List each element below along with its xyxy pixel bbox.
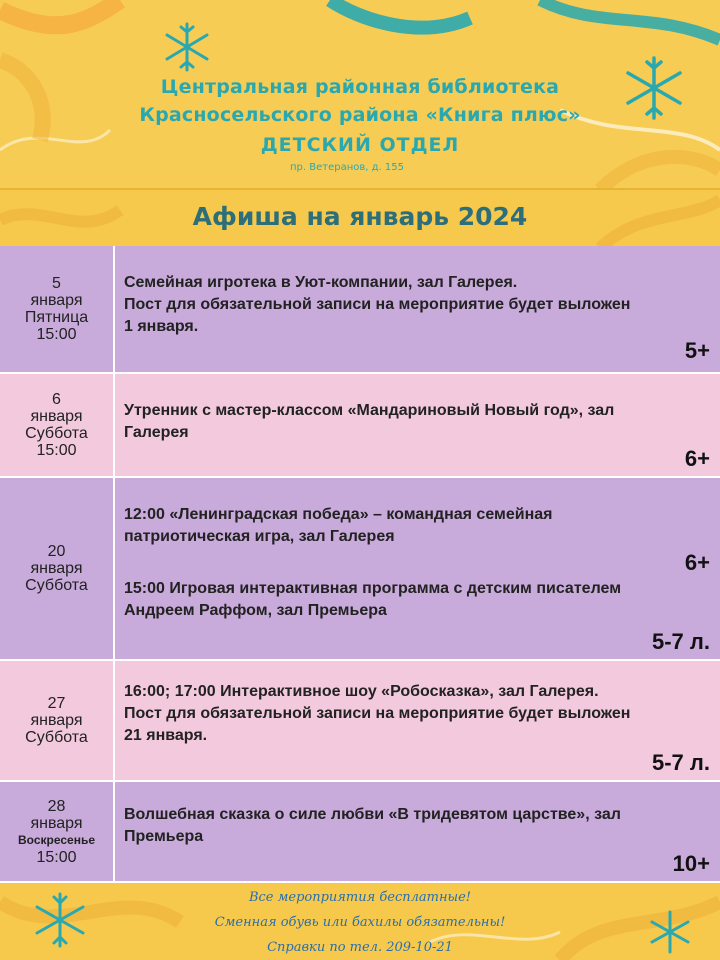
- footer-phone: Справки по тел. 209-10-21: [267, 940, 453, 955]
- event-weekday: Суббота: [25, 425, 88, 442]
- event-day: 6: [52, 391, 61, 408]
- table-row: [0, 374, 720, 478]
- event-line: 1 января.: [124, 318, 199, 335]
- event-line: Пост для обязательной записи на мероприятие будет выложен: [124, 296, 631, 313]
- event-line: Волшебная сказка о силе любви «В тридевятом царстве», зал: [124, 806, 621, 823]
- table-row: [0, 478, 720, 661]
- event-month: января: [30, 814, 83, 832]
- age-rating: 6+: [684, 550, 710, 575]
- age-rating: 5+: [684, 338, 710, 363]
- library-name-line1: Центральная районная библиотека: [160, 76, 560, 98]
- table-row: [0, 246, 720, 374]
- event-month: января: [30, 712, 83, 729]
- date-cell: [0, 374, 115, 476]
- event-line: Пост для обязательной записи на мероприятие будет выложен: [124, 705, 631, 722]
- event-description-part2: [124, 578, 709, 622]
- event-line: Галерея: [124, 424, 189, 441]
- age-rating: 5-7 л.: [652, 629, 710, 654]
- age-rating: 6+: [684, 446, 710, 471]
- footer-free-events: Все мероприятия бесплатные!: [248, 890, 472, 905]
- event-month: января: [30, 408, 83, 425]
- event-line: 16:00; 17:00 Интерактивное шоу «Робосказка», зал Галерея.: [124, 683, 599, 700]
- event-weekday: Суббота: [25, 577, 88, 594]
- event-description: [124, 400, 709, 444]
- event-line: 12:00 «Ленинградская победа» – командная семейная: [124, 506, 553, 523]
- event-time: 15:00: [36, 848, 77, 866]
- table-row: [0, 661, 720, 782]
- event-day: 20: [47, 543, 66, 560]
- event-time: 15:00: [36, 442, 77, 459]
- event-description-part1: [124, 504, 709, 548]
- event-month: января: [30, 560, 83, 577]
- event-line: Премьера: [124, 828, 204, 845]
- header-banner: [0, 0, 720, 188]
- age-rating: 10+: [672, 851, 710, 876]
- event-line: Семейная игротека в Уют-компании, зал Галерея.: [124, 274, 518, 291]
- event-weekday: Воскресенье: [17, 832, 95, 847]
- event-description: [124, 681, 709, 747]
- page-title: Афиша на январь 2024: [192, 202, 528, 231]
- date-cell: [0, 478, 115, 659]
- event-line: Андреем Раффом, зал Премьера: [124, 602, 387, 619]
- table-row: [0, 782, 720, 883]
- date-cell: [0, 782, 115, 881]
- event-line: Утренник с мастер-классом «Мандариновый Новый год», зал: [124, 402, 615, 419]
- event-day: 28: [47, 797, 66, 815]
- address: пр. Ветеранов, д. 155: [290, 162, 404, 173]
- event-line: патриотическая игра, зал Галерея: [124, 528, 395, 545]
- event-description: [124, 272, 709, 338]
- snowflake-icon: [162, 22, 212, 72]
- event-line: 21 января.: [124, 727, 208, 744]
- department-name: ДЕТСКИЙ ОТДЕЛ: [260, 134, 460, 156]
- event-day: 5: [52, 275, 61, 292]
- event-day: 27: [47, 695, 66, 712]
- event-weekday: Пятница: [24, 309, 89, 326]
- event-month: января: [30, 292, 83, 309]
- footer-shoes-note: Сменная обувь или бахилы обязательны!: [214, 915, 506, 930]
- title-band: [0, 188, 720, 248]
- library-name-line2: Красносельского района «Книга плюс»: [139, 104, 581, 126]
- age-rating: 5-7 л.: [652, 750, 710, 775]
- date-cell: [0, 246, 115, 372]
- event-description: [124, 804, 709, 848]
- event-time: 15:00: [36, 326, 77, 343]
- date-cell: [0, 661, 115, 780]
- event-weekday: Суббота: [25, 729, 88, 746]
- event-line: 15:00 Игровая интерактивная программа с детским писателем: [124, 580, 622, 597]
